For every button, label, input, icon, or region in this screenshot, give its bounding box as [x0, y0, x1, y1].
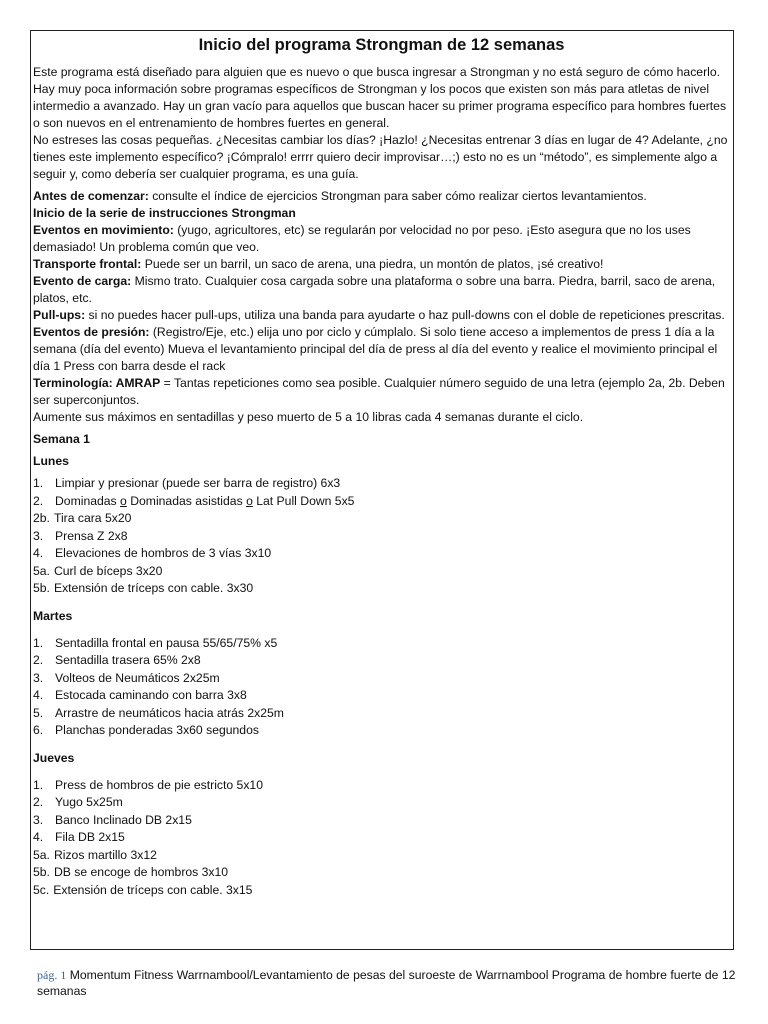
- instruction-label: Eventos de presión:: [33, 325, 150, 339]
- instruction-press-events: [33, 324, 730, 375]
- tuesday-exercise-list: [33, 635, 730, 740]
- item-text: Rizos martillo 3x12: [53, 847, 157, 862]
- item-text: Curl de bíceps 3x20: [53, 563, 163, 578]
- instructions-heading: Inicio de la serie de instrucciones Strongman: [33, 206, 296, 220]
- list-item: [33, 777, 730, 795]
- monday-exercise-list: [33, 475, 730, 598]
- item-number: 5c.: [33, 882, 50, 897]
- item-text: Prensa Z 2x8: [55, 528, 128, 543]
- list-item: [33, 847, 730, 865]
- item-text: Elevaciones de hombros de 3 vías 3x10: [55, 546, 272, 560]
- instruction-text: si no puedes hacer pull-ups, utiliza una banda para ayudarte o haz pull-downs con el doble de repeticiones prescritas.: [85, 308, 725, 322]
- instruction-before-start: [33, 188, 730, 205]
- item-number: 1.: [33, 777, 44, 792]
- item-text: Extensión de tríceps con cable. 3x30: [53, 581, 254, 595]
- instruction-front-carry: [33, 256, 730, 273]
- instruction-label: Eventos en movimiento:: [33, 223, 174, 237]
- instruction-text: Puede ser un barril, un saco de arena, una piedra, un montón de platos, ¡sé creativo!: [141, 257, 604, 271]
- item-number: 1.: [33, 635, 44, 650]
- item-text-part: Dominadas: [55, 493, 121, 508]
- intro-paragraph-2: No estreses las cosas pequeñas. ¿Necesitas cambiar los días? ¡Hazlo! ¿Necesitas entrenar 3 días en lugar de 4? Adelante, ¿no tienes este implemento específico? ¡Cómpralo! errrr quiero decir improvisar…;) esto no es un “método”, es simplemente algo a seguir y, como debería ser cualquier programa, es una guía.: [33, 133, 728, 181]
- item-text: Volteos de Neumáticos 2x25m: [55, 670, 220, 685]
- instruction-pullups: [33, 307, 730, 324]
- item-text: [55, 493, 354, 511]
- list-item: [33, 829, 730, 847]
- page-number: pág. 1: [37, 968, 67, 982]
- item-text: Yugo 5x25m: [55, 795, 123, 809]
- list-item: [33, 882, 730, 900]
- list-item: [33, 670, 730, 688]
- instruction-label: Evento de carga:: [33, 274, 132, 288]
- list-item: [33, 528, 730, 546]
- instruction-increase: Aumente sus máximos en sentadillas y peso muerto de 5 a 10 libras cada 4 semanas durante el ciclo.: [33, 410, 584, 424]
- list-item: [33, 812, 730, 830]
- item-number: 4.: [33, 546, 44, 560]
- item-text: Sentadilla trasera 65% 2x8: [55, 653, 201, 667]
- instruction-load-event: [33, 273, 730, 307]
- item-text-part: Dominadas asistidas: [126, 493, 247, 508]
- item-text: Arrastre de neumáticos hacia atrás 2x25m: [55, 705, 284, 720]
- footer-text: Momentum Fitness Warrnambool/Levantamiento de pesas del suroeste de Warrnambool Programa de hombre fuerte de 12 semanas: [37, 968, 736, 998]
- item-text: Planchas ponderadas 3x60 segundos: [55, 723, 259, 737]
- item-number: 5b.: [33, 581, 50, 595]
- day-heading-monday: Lunes: [33, 454, 69, 468]
- page-footer: [37, 967, 737, 999]
- list-item: [33, 705, 730, 723]
- instruction-text: Mismo trato. Cualquier cosa cargada sobre una plataforma o sobre una barra. Piedra, barril, saco de arena, platos, etc.: [33, 274, 716, 305]
- item-text-underlined: o: [120, 493, 127, 508]
- item-number: 5a.: [33, 847, 50, 862]
- list-item: [33, 687, 730, 705]
- item-number: 6.: [33, 723, 44, 737]
- item-text: Sentadilla frontal en pausa 55/65/75% x5: [55, 635, 278, 650]
- item-number: 4.: [33, 830, 44, 844]
- item-number: 1.: [33, 476, 44, 490]
- item-number: 2.: [33, 493, 44, 508]
- instruction-text: = Tantas repeticiones como sea posible. Cualquier número seguido de una letra (ejemplo 2a, 2b. Deben ser superconjuntos.: [33, 376, 725, 407]
- list-item: [33, 652, 730, 670]
- list-item: [33, 635, 730, 653]
- item-number: 3.: [33, 528, 44, 543]
- thursday-exercise-list: [33, 777, 730, 900]
- item-number: 4.: [33, 688, 44, 702]
- list-item: [33, 545, 730, 563]
- day-heading-tuesday: Martes: [33, 608, 73, 623]
- instruction-moving-events: [33, 222, 730, 256]
- list-item: [33, 864, 730, 882]
- item-text: Press de hombros de pie estricto 5x10: [55, 777, 263, 792]
- list-item: [33, 563, 730, 581]
- item-number: 5a.: [33, 563, 50, 578]
- instruction-label: Pull-ups:: [33, 308, 86, 322]
- item-number: 3.: [33, 812, 44, 827]
- item-number: 2.: [33, 795, 44, 809]
- list-item: [33, 722, 730, 740]
- list-item: [33, 794, 730, 812]
- item-number: 5.: [33, 705, 44, 720]
- instruction-text: (Registro/Eje, etc.) elija uno por ciclo y cúmplalo. Si solo tiene acceso a implementos de press 1 día a la semana (día del evento) Mueva el levantamiento principal del día de press al día del evento y realice el movimiento principal el día 1 Press con barra desde el rack: [33, 325, 718, 373]
- item-text-underlined: o: [246, 493, 253, 508]
- item-text: Extensión de tríceps con cable. 3x15: [53, 882, 253, 897]
- item-number: 5b.: [33, 865, 50, 879]
- item-text: Estocada caminando con barra 3x8: [55, 688, 247, 702]
- item-text: Banco Inclinado DB 2x15: [55, 812, 192, 827]
- item-text-part: Lat Pull Down 5x5: [252, 493, 355, 508]
- item-number: 2b.: [33, 511, 50, 525]
- item-text: Fila DB 2x15: [55, 830, 125, 844]
- instruction-label: Terminología: AMRAP: [33, 376, 161, 390]
- day-heading-thursday: Jueves: [33, 750, 75, 765]
- document-page: [30, 30, 734, 950]
- instruction-text: consulte el índice de ejercicios Strongman para saber cómo realizar ciertos levantamientos.: [148, 189, 647, 203]
- instruction-label: Antes de comenzar:: [33, 189, 149, 203]
- page-title: Inicio del programa Strongman de 12 semanas: [198, 36, 565, 54]
- instruction-text: (yugo, agricultores, etc) se regularán por velocidad no por peso. ¡Esto asegura que no los uses demasiado! Un problema común que veo.: [33, 223, 691, 254]
- week-heading: Semana 1: [33, 432, 90, 446]
- item-text: Limpiar y presionar (puede ser barra de registro) 6x3: [55, 476, 341, 490]
- item-text: Tira cara 5x20: [53, 511, 132, 525]
- item-number: 2.: [33, 653, 44, 667]
- list-item: [33, 493, 730, 511]
- list-item: [33, 510, 730, 528]
- item-text: DB se encoge de hombros 3x10: [53, 865, 229, 879]
- instruction-label: Transporte frontal:: [33, 257, 142, 271]
- instruction-terminology: [33, 375, 730, 409]
- list-item: [33, 475, 730, 493]
- item-number: 3.: [33, 670, 44, 685]
- intro-paragraph-1: Este programa está diseñado para alguien que es nuevo o que busca ingresar a Strongman y no está seguro de cómo hacerlo. Hay muy poca información sobre programas específicos de Strongman y los pocos que existen son más para atletas de nivel intermedio a avanzado. Hay un gran vacío para aquellos que buscan hacer su primer programa específico para hombres fuertes o son nuevos en el entrenamiento de hombres fuertes en general.: [33, 65, 727, 130]
- list-item: [33, 580, 730, 598]
